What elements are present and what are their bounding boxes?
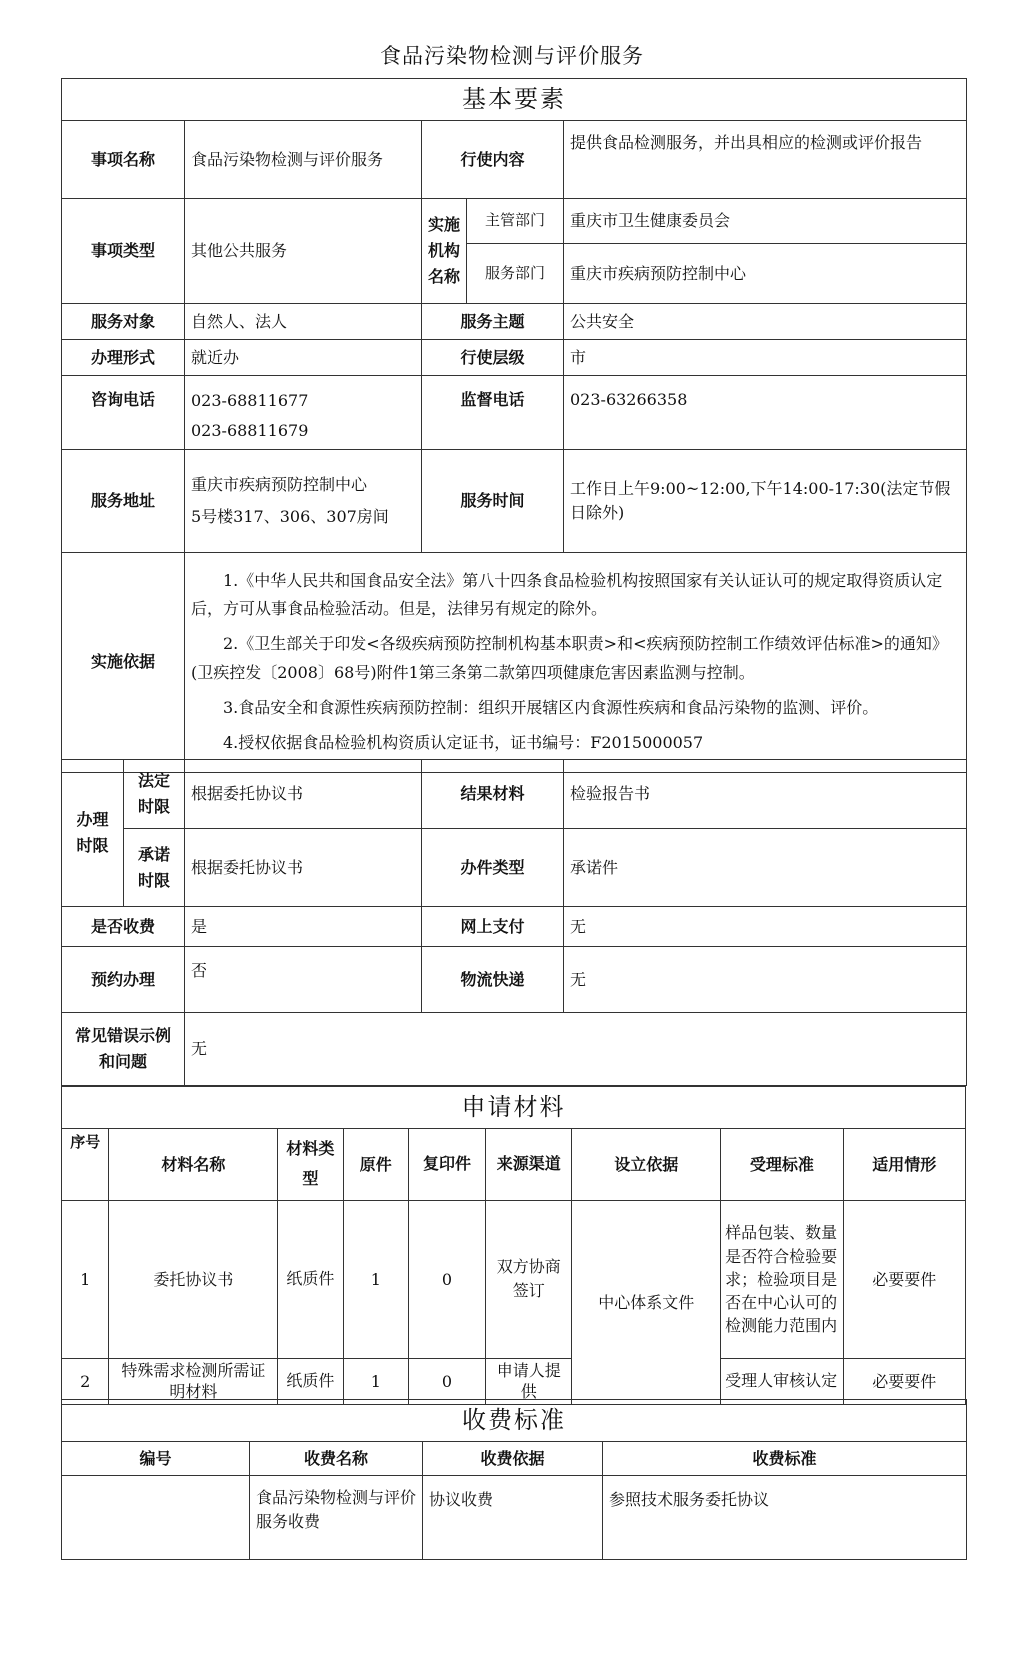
time-limit-label-line: 时限	[76, 836, 109, 855]
faq-label-line: 常见错误示例	[74, 1026, 171, 1046]
phone-label: 咨询电话	[62, 375, 185, 449]
logistics-label: 物流快递	[422, 947, 564, 1013]
promise-limit-label-line: 承诺	[137, 844, 170, 864]
basic-elements-table	[61, 78, 967, 773]
time-value: 工作日上午9:00~12:00,下午14:00-17:30(法定节假日除外)	[564, 449, 967, 552]
row-original: 1	[343, 1358, 408, 1405]
fee-label: 是否收费	[62, 907, 185, 947]
row-type: 纸质件	[278, 1200, 343, 1358]
dept-value: 重庆市卫生健康委员会	[564, 198, 967, 243]
case-type-label: 办件类型	[422, 829, 564, 907]
fee-row-name: 食品污染物检测与评价服务收费	[250, 1475, 423, 1559]
theme-label: 服务主题	[422, 303, 564, 339]
item-name-label: 事项名称	[62, 120, 185, 198]
fee-value: 是	[185, 907, 422, 947]
materials-table	[61, 1086, 966, 1405]
result-label: 结果材料	[422, 760, 564, 829]
header-applicable: 适用情形	[843, 1128, 966, 1200]
row-name: 特殊需求检测所需证明材料	[109, 1358, 278, 1405]
basis-item: 2.《卫生部关于印发<各级疾病预防控制机构基本职责>和<疾病预防控制工作绩效评估标准>的通知》(卫疾控发〔2008〕68号)附件1第三条第二款第四项健康危害因素监测与控制。	[191, 634, 948, 683]
fee-row-standard: 参照技术服务委托协议	[603, 1475, 967, 1559]
item-type-label: 事项类型	[62, 198, 185, 303]
basis-item: 1.《中华人民共和国食品安全法》第八十四条食品检验机构按照国家有关认证认可的规定取得资质认定后，方可从事食品检验活动。但是，法律另有规定的除外。	[191, 570, 943, 619]
faq-value: 无	[185, 1013, 967, 1086]
time-label: 服务时间	[422, 449, 564, 552]
table-row	[62, 1475, 967, 1559]
impl-org-label-line: 实施	[427, 215, 460, 235]
appoint-value: 否	[185, 947, 422, 1013]
item-name-value: 食品污染物检测与评价服务	[185, 120, 422, 198]
impl-org-label-line: 机构	[427, 241, 460, 260]
row-name: 委托协议书	[109, 1200, 278, 1358]
header-copy: 复印件	[408, 1128, 485, 1200]
service-dept-label: 服务部门	[467, 243, 564, 303]
header-name: 材料名称	[109, 1128, 278, 1200]
header-original: 原件	[343, 1128, 408, 1200]
row-source: 双方协商签订	[485, 1200, 571, 1358]
legal-limit-label-line: 法定	[137, 771, 170, 791]
row-source: 申请人提供	[485, 1358, 571, 1405]
case-type-value: 承诺件	[564, 829, 967, 907]
exercise-content-label: 行使内容	[422, 120, 564, 198]
appoint-label: 预约办理	[62, 947, 185, 1013]
level-label: 行使层级	[422, 339, 564, 375]
theme-value: 公共安全	[564, 303, 967, 339]
impl-org-label-line: 名称	[427, 266, 460, 286]
address-value	[185, 449, 422, 552]
item-type-value: 其他公共服务	[185, 198, 422, 303]
row-type: 纸质件	[278, 1358, 343, 1405]
row-applicable: 必要要件	[843, 1200, 966, 1358]
dept-label: 主管部门	[467, 198, 564, 243]
form-value: 就近办	[185, 339, 422, 375]
row-no: 1	[62, 1200, 109, 1358]
row-standard: 样品包装、数量是否符合检验要求；检验项目是否在中心认可的检测能力范围内	[721, 1200, 843, 1358]
basis-item: 4.授权依据食品检验机构资质认定证书，证书编号：F2015000057	[223, 732, 704, 752]
phone-1: 023-68811677	[191, 390, 309, 410]
row-applicable: 必要要件	[843, 1358, 966, 1405]
section-title-basic: 基本要素	[62, 79, 967, 121]
basis-label: 实施依据	[62, 552, 185, 772]
result-value: 检验报告书	[564, 760, 967, 829]
row-standard: 受理人审核认定	[721, 1358, 843, 1405]
fee-row-basis: 协议收费	[423, 1475, 603, 1559]
online-pay-value: 无	[564, 907, 967, 947]
basis-item: 3.食品安全和食源性疾病预防控制：组织开展辖区内食源性疾病和食品污染物的监测、评价。	[223, 697, 879, 717]
section-title-fees: 收费标准	[62, 1400, 967, 1442]
header-standard: 受理标准	[721, 1128, 843, 1200]
faq-label	[62, 1013, 185, 1086]
fee-header-basis: 收费依据	[423, 1441, 603, 1475]
row-no: 2	[62, 1358, 109, 1405]
online-pay-label: 网上支付	[422, 907, 564, 947]
address-line-1: 重庆市疾病预防控制中心	[191, 474, 368, 494]
fee-header-no: 编号	[62, 1441, 250, 1475]
legal-limit-label-line: 时限	[137, 797, 170, 816]
section-title-materials: 申请材料	[62, 1087, 966, 1129]
time-limit-table	[61, 759, 967, 1086]
address-line-2: 5号楼317、306、307房间	[191, 506, 389, 526]
fee-row-no	[62, 1475, 250, 1559]
target-label: 服务对象	[62, 303, 185, 339]
basis-content	[185, 552, 967, 772]
address-label: 服务地址	[62, 449, 185, 552]
legal-limit-label	[124, 760, 185, 829]
fee-header-standard: 收费标准	[603, 1441, 967, 1475]
form-label: 办理形式	[62, 339, 185, 375]
fee-header-name: 收费名称	[250, 1441, 423, 1475]
row-basis: 中心体系文件	[572, 1200, 721, 1405]
phone-values	[185, 375, 422, 449]
row-copy: 0	[408, 1200, 485, 1358]
header-source: 来源渠道	[485, 1128, 571, 1200]
row-copy: 0	[408, 1358, 485, 1405]
header-no: 序号	[62, 1128, 109, 1200]
level-value: 市	[564, 339, 967, 375]
time-limit-label	[62, 760, 124, 907]
table-row	[62, 1358, 966, 1405]
logistics-value: 无	[564, 947, 967, 1013]
page-title: 食品污染物检测与评价服务	[380, 44, 644, 68]
exercise-content-value: 提供食品检测服务，并出具相应的检测或评价报告	[564, 120, 967, 198]
impl-org-label	[422, 198, 467, 303]
header-basis: 设立依据	[572, 1128, 721, 1200]
time-limit-label-line: 办理	[76, 810, 109, 830]
service-dept-value: 重庆市疾病预防控制中心	[564, 243, 967, 303]
fees-table	[61, 1399, 967, 1560]
target-value: 自然人、法人	[185, 303, 422, 339]
supervise-label: 监督电话	[422, 375, 564, 449]
header-type: 材料类型	[278, 1128, 343, 1200]
supervise-value: 023-63266358	[564, 375, 967, 449]
promise-limit-label	[124, 829, 185, 907]
promise-limit-label-line: 时限	[137, 870, 170, 890]
legal-limit-value: 根据委托协议书	[185, 760, 422, 829]
promise-limit-value: 根据委托协议书	[185, 829, 422, 907]
faq-label-line: 和问题	[98, 1052, 147, 1071]
table-row	[62, 1200, 966, 1358]
row-original: 1	[343, 1200, 408, 1358]
phone-2: 023-68811679	[191, 421, 309, 441]
